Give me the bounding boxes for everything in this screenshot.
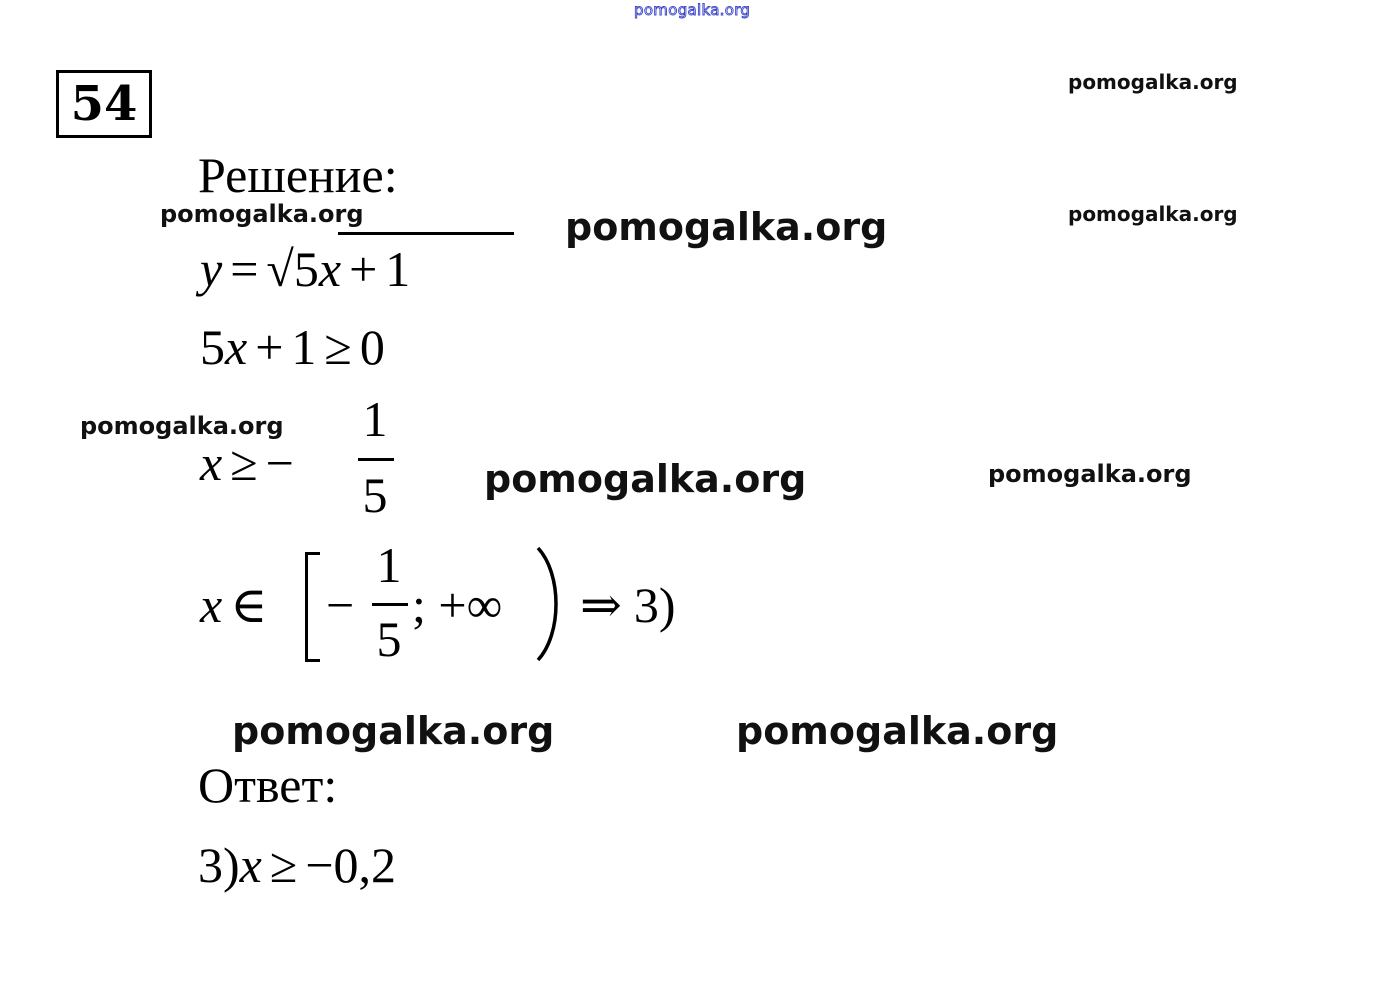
- equation-function: [200, 241, 411, 297]
- variable-x: x: [225, 319, 248, 375]
- equals-sign: =: [230, 241, 259, 297]
- answer-option: 3): [198, 837, 240, 893]
- radicand-constant: 1: [385, 241, 411, 297]
- fraction-bar: [358, 458, 394, 461]
- left-square-bracket: [305, 552, 320, 662]
- fraction-bar: [372, 603, 408, 606]
- watermark: pomogalka.org: [1068, 70, 1238, 94]
- watermark: pomogalka.org: [565, 205, 888, 249]
- zero: 0: [359, 319, 385, 375]
- fraction-numerator: 1: [362, 391, 388, 447]
- variable-x: x: [200, 435, 223, 491]
- watermark: pomogalka.org: [160, 200, 364, 228]
- plus-sign: +: [349, 241, 378, 297]
- interval-variable: [200, 577, 275, 633]
- answer-reference: 3): [633, 577, 676, 633]
- answer-heading: Ответ:: [198, 757, 338, 813]
- variable-y: y: [200, 241, 223, 297]
- inequality-domain: [200, 319, 385, 375]
- problem-number: 54: [56, 70, 152, 138]
- watermark: pomogalka.org: [1068, 202, 1238, 226]
- implication: [576, 577, 684, 633]
- fraction-numerator: 1: [376, 537, 402, 593]
- interval-upper-bound: ; +∞: [412, 577, 503, 633]
- element-of-sign: ∈: [230, 577, 268, 633]
- solution-heading: Решение:: [198, 147, 398, 203]
- watermark-top: pomogalka.org: [634, 1, 751, 19]
- variable-x: x: [239, 837, 262, 893]
- right-parenthesis: [532, 544, 566, 664]
- variable-x: x: [200, 577, 223, 633]
- answer-line: [198, 837, 397, 893]
- watermark: pomogalka.org: [736, 709, 1059, 753]
- geq-sign: ≥: [324, 319, 352, 375]
- geq-sign: ≥: [269, 837, 298, 893]
- implies-sign: ⇒: [580, 577, 622, 633]
- constant: 1: [291, 319, 317, 375]
- watermark: pomogalka.org: [80, 412, 284, 440]
- radical-overline: [338, 232, 514, 235]
- interval-minus: −: [326, 577, 355, 633]
- fraction-denominator: 5: [376, 611, 402, 667]
- fraction-denominator: 5: [362, 467, 388, 523]
- minus-sign: −: [265, 435, 294, 491]
- answer-value: −0,2: [305, 837, 397, 893]
- plus-sign: +: [255, 319, 284, 375]
- geq-sign: ≥: [230, 435, 258, 491]
- radicand-variable: x: [318, 241, 342, 297]
- inequality-solved: [200, 435, 294, 491]
- watermark: pomogalka.org: [232, 709, 555, 753]
- radicand-coefficient: 5: [293, 241, 319, 297]
- coefficient: 5: [200, 319, 225, 375]
- watermark: pomogalka.org: [484, 457, 807, 501]
- radical-sign: √: [266, 241, 294, 297]
- watermark: pomogalka.org: [988, 460, 1192, 488]
